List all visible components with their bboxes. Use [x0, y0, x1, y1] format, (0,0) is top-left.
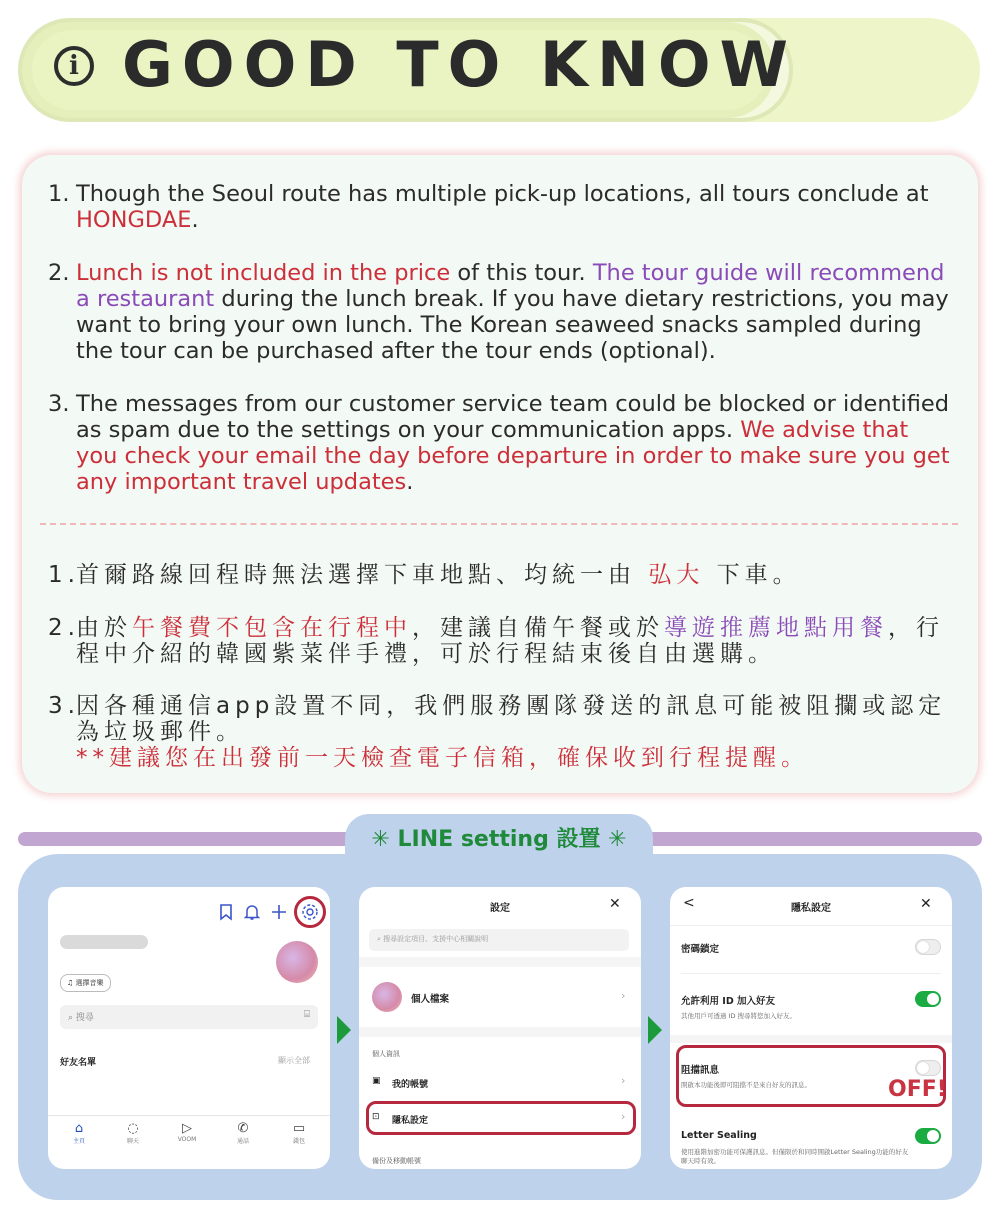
note-text	[76, 181, 953, 233]
note-text-part: 由於	[76, 615, 132, 641]
highlight-red-text: Lunch is not included in the price	[76, 260, 451, 286]
highlight-purple-text: 導遊推薦地點用餐	[664, 615, 888, 641]
screenshot-home	[48, 887, 330, 1169]
settings-title: 設定	[490, 903, 510, 914]
section-label-personal: 個人資訊	[372, 1050, 400, 1058]
letter-sealing-desc: 使用進階加密功能可保護訊息。但僅限於和同時開啟Letter Sealing功能的好友聊天時有效。	[681, 1148, 909, 1165]
home-icon: ⌂	[74, 1121, 84, 1136]
highlight-red-text: 午餐費不包含在行程中	[132, 615, 412, 641]
note-text-part: 下車。	[704, 562, 801, 588]
music-chip[interactable]: ♫ 選擇音樂	[60, 974, 111, 992]
note-text-part: The messages from our customer service team could be blocked or identified as spam due to the settings on your communication apps.	[76, 391, 950, 443]
chevron-right-icon: ›	[621, 989, 626, 1002]
chevron-right-icon: ›	[621, 1110, 626, 1123]
nav-home[interactable]: ⌂ 主頁	[64, 1121, 94, 1145]
arrow-icon	[648, 1016, 662, 1044]
block-messages-desc: 開啟本功能後即可阻擋不是來自好友的訊息。	[681, 1081, 811, 1089]
close-icon[interactable]: ✕	[609, 896, 621, 912]
block-messages-label: 阻擋訊息	[681, 1065, 720, 1076]
search-input[interactable]: ⌕ 搜尋 ⌸	[60, 1005, 318, 1029]
note-text-part: ，建議自備午餐或於	[412, 615, 664, 641]
nav-voom[interactable]: ▷ VOOM	[172, 1121, 202, 1143]
highlight-red-text: **建議您在出發前一天檢查電子信箱，確保收到行程提醒。	[76, 745, 809, 771]
profile-name-placeholder	[60, 935, 148, 949]
nav-wallet[interactable]: ▭ 錢包	[284, 1121, 314, 1145]
nav-chat[interactable]: ◌ 聊天	[118, 1121, 148, 1145]
note-number: 3.	[48, 391, 70, 417]
back-icon[interactable]: <	[683, 895, 695, 911]
note-text-part: 首爾路線回程時無法選擇下車地點、均統一由	[76, 562, 649, 588]
profile-item[interactable]: 個人檔案	[411, 994, 450, 1005]
highlight-purple-text: The tour guide will recommend a restaurant	[76, 260, 945, 312]
privacy-settings-item[interactable]: 隱私設定	[392, 1116, 429, 1126]
note-number: 3.	[48, 693, 80, 719]
note-text	[76, 260, 953, 364]
note-text-part: .	[406, 469, 414, 495]
gear-icon[interactable]	[300, 902, 320, 922]
off-label: OFF!	[888, 1077, 947, 1102]
note-text-part: .	[191, 207, 199, 233]
play-icon: ▷	[182, 1121, 192, 1136]
letter-sealing-label: Letter Sealing	[681, 1130, 757, 1141]
note-text-part: of this tour.	[450, 260, 593, 286]
screenshot-settings	[359, 887, 641, 1169]
note-text	[76, 391, 953, 495]
note-text	[76, 562, 953, 588]
note-number: 1.	[48, 562, 80, 588]
avatar[interactable]	[276, 941, 318, 983]
scan-icon[interactable]: ⌸	[304, 1009, 310, 1020]
note-text-part: Though the Seoul route has multiple pick-up locations, all tours conclude at	[76, 181, 929, 207]
privacy-title: 隱私設定	[791, 903, 831, 914]
show-all-link[interactable]: 顯示全部	[278, 1056, 310, 1065]
note-zh-2	[48, 615, 953, 667]
avatar	[372, 982, 402, 1012]
letter-sealing-toggle[interactable]	[915, 1128, 941, 1144]
wallet-icon: ▭	[292, 1121, 306, 1136]
highlight-red-text: We advise that you check your email the day before departure in order to make sure you get any important travel updates	[76, 417, 950, 495]
bell-icon	[244, 903, 260, 921]
page-title: GOOD TO KNOW	[122, 28, 797, 101]
bottom-nav	[48, 1121, 330, 1161]
highlight-red-text: 弘大	[648, 562, 705, 588]
bookmark-icon	[218, 903, 234, 921]
search-placeholder: 搜尋	[75, 1013, 94, 1023]
settings-search-input[interactable]: ⌕ 搜尋設定項目、支援中心相關說明	[369, 929, 629, 951]
note-number: 2.	[48, 260, 70, 286]
line-setting-title: ✳ LINE setting 設置 ✳	[371, 827, 627, 852]
allow-id-desc: 其他用戶可透過 ID 搜尋將您加入好友。	[681, 1012, 797, 1020]
section-label-backup: 備份及移動帳號	[372, 1157, 421, 1165]
note-text-part: ，行程中介紹的韓國紫菜伴手禮，可於行程結束後自由選購。	[76, 615, 944, 667]
dashed-divider	[40, 523, 958, 525]
note-number: 2.	[48, 615, 80, 641]
block-messages-toggle[interactable]	[915, 1060, 941, 1076]
allow-id-toggle[interactable]	[915, 991, 941, 1007]
phone-icon: ✆	[237, 1121, 249, 1136]
note-en-1	[48, 181, 953, 233]
friends-title: 好友名單	[60, 1058, 97, 1068]
close-icon[interactable]: ✕	[920, 896, 932, 912]
note-en-2	[48, 260, 953, 364]
allow-id-label: 允許利用 ID 加入好友	[681, 996, 776, 1007]
highlight-red-text: HONGDAE	[76, 207, 192, 233]
chat-icon: ◌	[127, 1121, 139, 1136]
note-text-part: during the lunch break. If you have dietary restrictions, you may want to bring your own lunch. The Korean seaweed snacks sampled during the tour can be purchased after the tour ends (optional).	[76, 286, 949, 364]
note-zh-1	[48, 562, 953, 588]
info-icon: i	[54, 46, 94, 86]
lock-icon: ⊡	[372, 1112, 380, 1122]
note-number: 1.	[48, 181, 70, 207]
id-card-icon: ▣	[372, 1076, 381, 1086]
arrow-icon	[337, 1016, 351, 1044]
nav-calls[interactable]: ✆ 通話	[228, 1121, 258, 1145]
add-friend-icon[interactable]	[270, 903, 288, 921]
my-account-item[interactable]: 我的帳號	[392, 1080, 429, 1090]
note-text	[76, 615, 953, 667]
note-en-3	[48, 391, 953, 495]
passcode-toggle[interactable]	[915, 939, 941, 955]
screenshot-privacy	[670, 887, 952, 1169]
note-text-part: 因各種通信app設置不同，我們服務團隊發送的訊息可能被阻攔或認定為垃圾郵件。	[76, 693, 947, 745]
note-zh-3	[48, 693, 953, 771]
note-text	[76, 693, 953, 771]
passcode-label: 密碼鎖定	[681, 944, 720, 955]
chevron-right-icon: ›	[621, 1074, 626, 1087]
